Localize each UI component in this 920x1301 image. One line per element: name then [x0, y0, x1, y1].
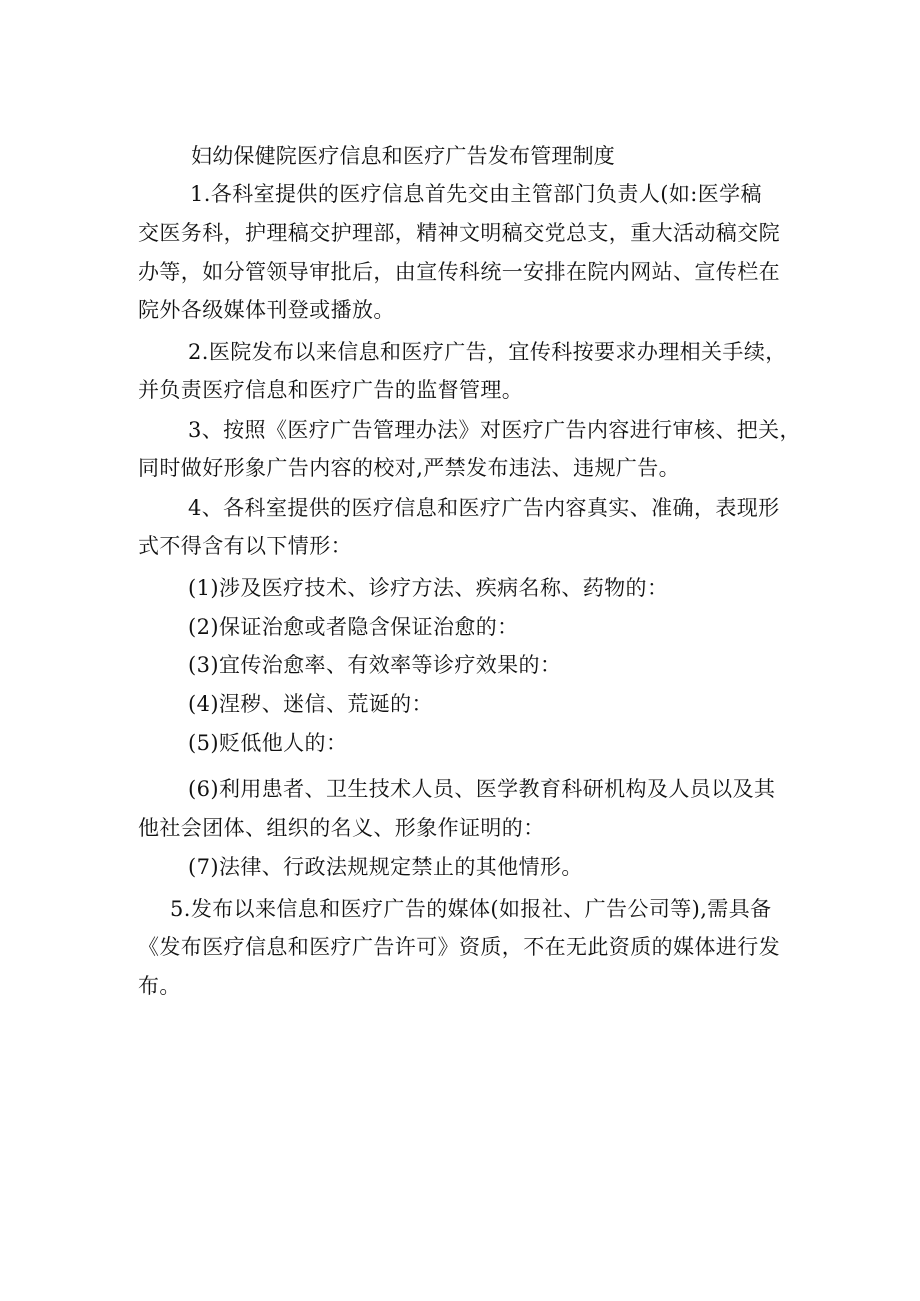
list-item-3: (3)宜传治愈率、有效率等诊疗效果的： — [188, 653, 562, 677]
paragraph-line: 院外各级媒体刊登或播放。 — [138, 298, 395, 322]
paragraph-line: 2.医院发布以来信息和医疗广告，宜传科按要求办理相关手续， — [188, 340, 787, 364]
list-item-4: (4)涅秽、迷信、荒诞的： — [188, 692, 433, 716]
paragraph-line: 布。 — [138, 974, 181, 998]
paragraph-line: 式不得含有以下情形： — [138, 534, 352, 558]
paragraph-line: 办等，如分管领导审批后，由宣传科统一安排在院内网站、宣传栏在 — [138, 260, 780, 284]
list-item-1: (1)涉及医疗技术、诊疗方法、疾病名称、药物的： — [188, 576, 669, 600]
paragraph-line: 3、按照《医疗广告管理办法》对医疗广告内容进行审核、把关， — [188, 418, 801, 442]
paragraph-line: 5.发布以来信息和医疗广告的媒体(如报社、广告公司等),需具备 — [170, 897, 772, 921]
document-title: 妇幼保健院医疗信息和医疗广告发布管理制度 — [191, 144, 615, 168]
paragraph-line: (6)利用患者、卫生技术人员、医学教育科研机构及人员以及其 — [188, 777, 776, 801]
paragraph-line: 4、各科室提供的医疗信息和医疗广告内容真实、准确，表现形 — [188, 496, 780, 520]
list-item-7: (7)法律、行政法规规定禁止的其他情形。 — [188, 855, 583, 879]
list-item-5: (5)贬低他人的： — [188, 731, 348, 755]
paragraph-line: 交医务科，护理稿交护理部，精神文明稿交党总支，重大活动稿交院 — [138, 221, 780, 245]
paragraph-line: 1.各科室提供的医疗信息首先交由主管部门负责人(如:医学稿 — [190, 182, 762, 206]
list-item-2: (2)保证治愈或者隐含保证治愈的： — [188, 615, 519, 639]
paragraph-line: 他社会团体、组织的名义、形象作证明的： — [138, 816, 545, 840]
paragraph-line: 并负责医疗信息和医疗广告的监督管理。 — [138, 378, 524, 402]
paragraph-line: 同时做好形象广告内容的校对,严禁发布违法、违规广告。 — [138, 456, 681, 480]
paragraph-line: 《发布医疗信息和医疗广告许可》资质，不在无此资质的媒体进行发 — [138, 935, 780, 959]
